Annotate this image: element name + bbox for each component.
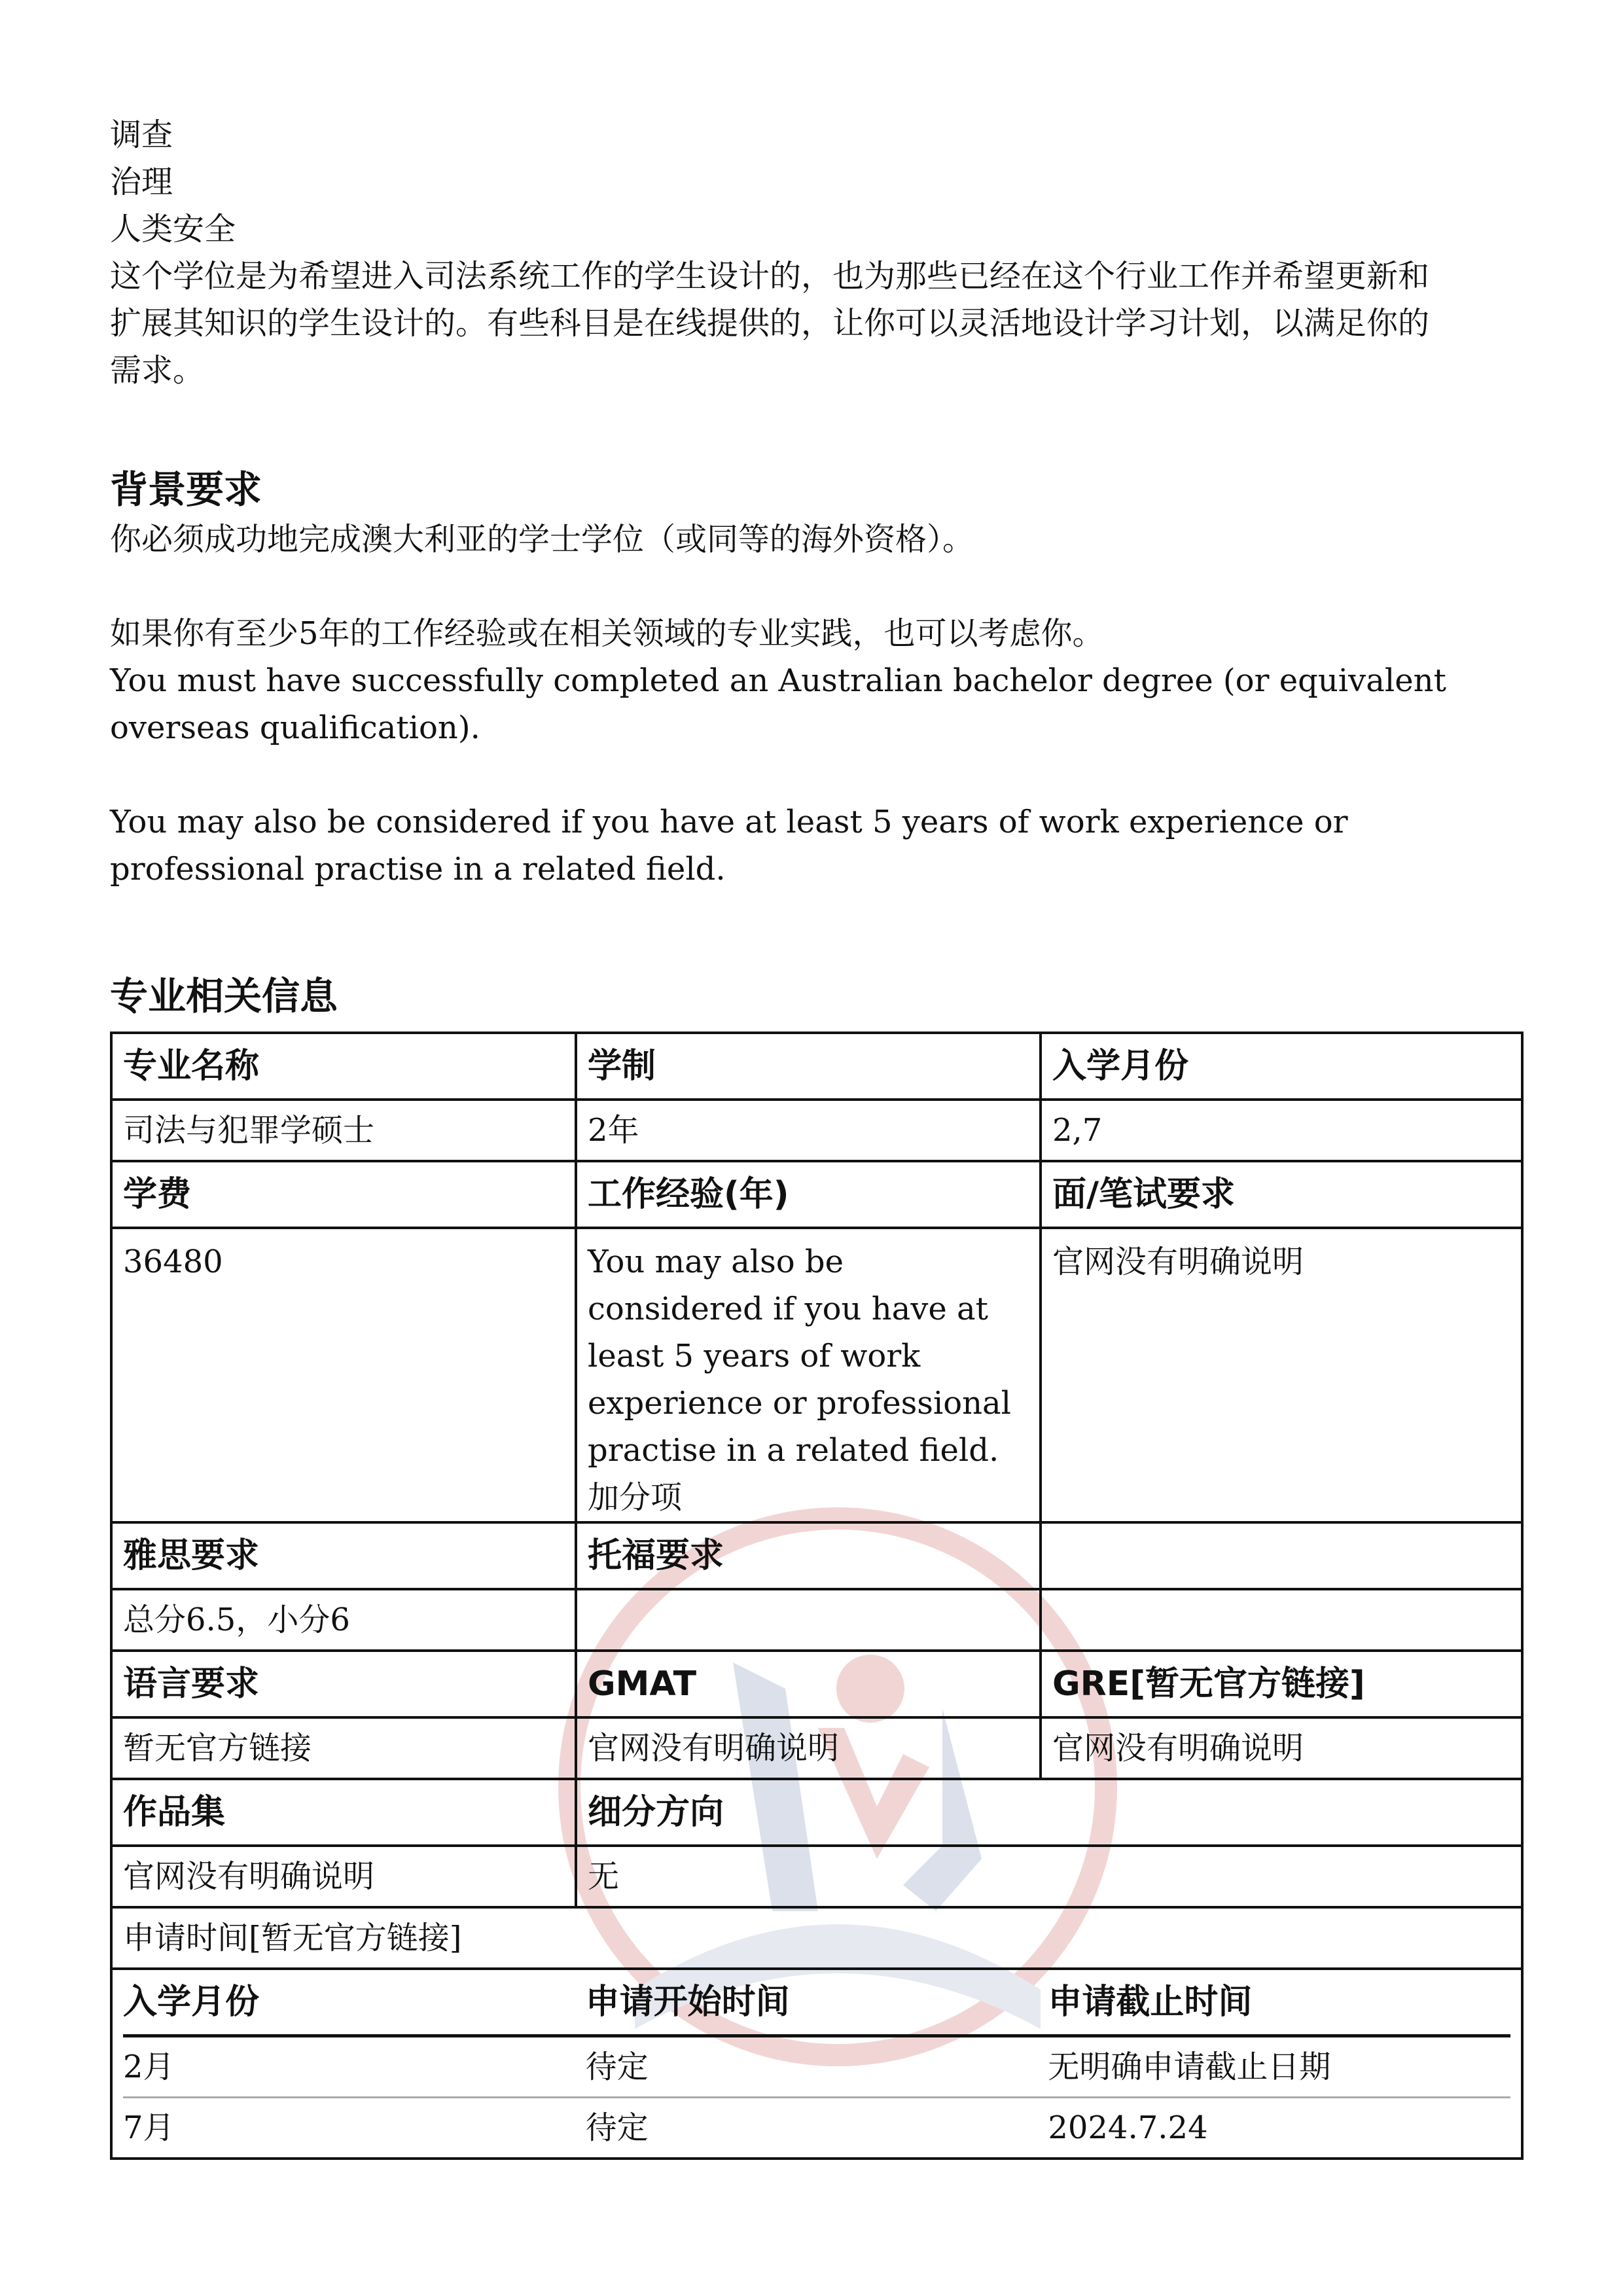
deadline-cell-value: 待定 <box>585 2109 649 2146</box>
table-row <box>111 1779 1522 1846</box>
deadline-cell-value: 7月 <box>123 2109 175 2146</box>
deadline-row <box>123 2036 1510 2098</box>
toefl-value <box>576 1589 1041 1651</box>
deadline-cell <box>111 1969 1522 2159</box>
gmat-label: GMAT <box>576 1651 1041 1717</box>
work-exp-value: You may also be considered if you have at least 5 years of work experience or professional practise in a related field.加分项 <box>576 1228 1041 1522</box>
empty-cell <box>1041 1589 1522 1651</box>
intake-label: 入学月份 <box>1041 1033 1522 1100</box>
duration-value: 2年 <box>576 1100 1041 1161</box>
program-name-value: 司法与犯罪学硕士 <box>111 1100 576 1161</box>
background-en-line: You must have successfully completed an Australian bachelor degree (or equivalent <box>110 662 1446 699</box>
language-label: 语言要求 <box>111 1651 576 1717</box>
background-cn-line: 你必须成功地完成澳大利亚的学士学位（或同等的海外资格）。 <box>110 521 974 558</box>
info-heading: 专业相关信息 <box>110 974 338 1018</box>
ielts-label: 雅思要求 <box>111 1522 576 1589</box>
intro-paragraph-line: 扩展其知识的学生设计的。有些科目是在线提供的，让你可以灵活地设计学习计划，以满足你的 <box>110 305 1430 342</box>
document-page <box>110 111 1524 2160</box>
portfolio-value: 官网没有明确说明 <box>111 1846 576 1907</box>
table-row <box>111 1522 1522 1589</box>
background-en-line: You may also be considered if you have at least 5 years of work experience or <box>110 804 1348 840</box>
gmat-value: 官网没有明确说明 <box>576 1717 1041 1779</box>
deadline-row <box>123 2098 1510 2158</box>
intro-item: 治理 <box>110 164 173 200</box>
empty-cell <box>1041 1522 1522 1589</box>
deadline-cell-value: 无明确申请截止日期 <box>1048 2036 1510 2098</box>
ielts-value: 总分6.5，小分6 <box>111 1589 576 1651</box>
work-exp-label: 工作经验(年) <box>576 1161 1041 1228</box>
intro-paragraph-line: 需求。 <box>110 352 205 389</box>
toefl-label: 托福要求 <box>576 1522 1041 1589</box>
intro-item: 人类安全 <box>110 211 236 247</box>
table-row <box>111 1100 1522 1161</box>
table-row <box>111 1651 1522 1717</box>
intro-item: 调查 <box>110 117 173 153</box>
table-row <box>111 1907 1522 1969</box>
direction-value: 无 <box>576 1846 1522 1907</box>
gre-value: 官网没有明确说明 <box>1041 1717 1522 1779</box>
duration-label: 学制 <box>576 1033 1041 1100</box>
background-cn-line: 如果你有至少5年的工作经验或在相关领域的专业实践，也可以考虑你。 <box>110 615 1104 652</box>
background-heading: 背景要求 <box>110 467 262 512</box>
background-en-line: overseas qualification). <box>110 709 480 746</box>
deadline-header: 入学月份 <box>123 1970 586 2036</box>
program-name-label: 专业名称 <box>111 1033 576 1100</box>
apply-time-label: 申请时间[暂无官方链接] <box>111 1907 1522 1969</box>
program-info-table <box>110 1031 1524 2160</box>
table-row <box>111 1589 1522 1651</box>
interview-value: 官网没有明确说明 <box>1041 1228 1522 1522</box>
table-row <box>111 1033 1522 1100</box>
background-en-line: professional practise in a related field. <box>110 851 726 888</box>
direction-label: 细分方向 <box>576 1779 1522 1846</box>
table-row <box>111 1717 1522 1779</box>
deadline-cell-value: 2024.7.24 <box>1048 2109 1208 2146</box>
deadline-header-row <box>123 1970 1510 2036</box>
tuition-value: 36480 <box>111 1228 576 1522</box>
tuition-label: 学费 <box>111 1161 576 1228</box>
intro-paragraph-line: 这个学位是为希望进入司法系统工作的学生设计的，也为那些已经在这个行业工作并希望更新和 <box>110 258 1430 295</box>
portfolio-label: 作品集 <box>111 1779 576 1846</box>
table-row <box>111 1228 1522 1522</box>
language-value: 暂无官方链接 <box>111 1717 576 1779</box>
table-row <box>111 1846 1522 1907</box>
deadline-table <box>123 1970 1510 2157</box>
table-row <box>111 1969 1522 2159</box>
deadline-header: 申请截止时间 <box>1048 1970 1510 2036</box>
deadline-header: 申请开始时间 <box>586 1970 1048 2036</box>
table-row <box>111 1161 1522 1228</box>
gre-label: GRE[暂无官方链接] <box>1041 1651 1522 1717</box>
interview-label: 面/笔试要求 <box>1041 1161 1522 1228</box>
intake-value: 2,7 <box>1041 1100 1522 1161</box>
deadline-cell-value: 2月 <box>123 2036 586 2098</box>
deadline-cell-value: 待定 <box>586 2036 1048 2098</box>
